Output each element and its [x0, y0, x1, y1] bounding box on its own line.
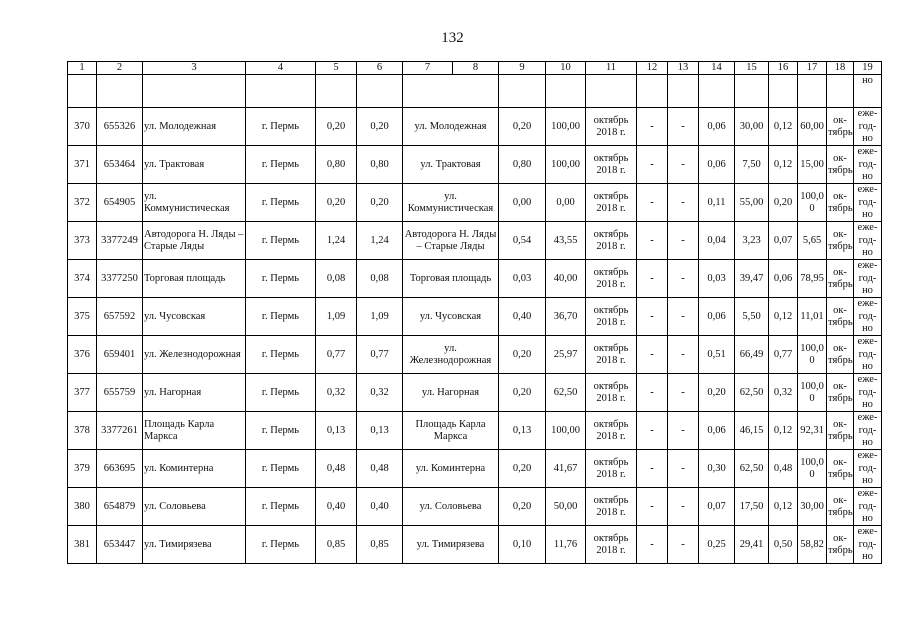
row-number: 374	[68, 260, 97, 298]
value-col15: 5,50	[735, 298, 769, 336]
value-col15: 17,50	[735, 488, 769, 526]
frequency-col19: еже-год-но	[854, 184, 882, 222]
month-col18: ок-тябрь	[827, 146, 854, 184]
frequency-col19: еже-год-но	[854, 222, 882, 260]
value-col6: 0,80	[357, 146, 403, 184]
road-name: ул. Тимирязева	[143, 526, 246, 564]
dash-col12: -	[637, 298, 668, 336]
row-number: 372	[68, 184, 97, 222]
empty-cell	[357, 75, 403, 108]
value-col15: 46,15	[735, 412, 769, 450]
value-col15: 3,23	[735, 222, 769, 260]
row-number: 379	[68, 450, 97, 488]
frequency-col19: еже-год-но	[854, 298, 882, 336]
column-number: 9	[499, 62, 546, 75]
value-col15: 62,50	[735, 374, 769, 412]
dash-col13: -	[668, 336, 699, 374]
value-col10: 100,00	[546, 412, 586, 450]
value-col5: 0,85	[316, 526, 357, 564]
dash-col13: -	[668, 184, 699, 222]
dash-col13: -	[668, 412, 699, 450]
value-col16: 0,12	[769, 412, 798, 450]
month-col18: ок-тябрь	[827, 184, 854, 222]
value-col17: 78,95	[798, 260, 827, 298]
value-col6: 0,13	[357, 412, 403, 450]
value-col9: 0,20	[499, 108, 546, 146]
frequency-col19: еже-год-но	[854, 450, 882, 488]
road-name-repeat: Площадь Карла Маркса	[403, 412, 499, 450]
value-col17: 100,0 0	[798, 450, 827, 488]
object-id: 659401	[97, 336, 143, 374]
value-col17: 11,01	[798, 298, 827, 336]
table-row	[68, 526, 882, 564]
column-number: 17	[798, 62, 827, 75]
column-number: 3	[143, 62, 246, 75]
value-col5: 0,48	[316, 450, 357, 488]
value-col10: 43,55	[546, 222, 586, 260]
date-col11: октябрь 2018 г.	[586, 488, 637, 526]
date-col11: октябрь 2018 г.	[586, 222, 637, 260]
road-name-repeat: ул. Нагорная	[403, 374, 499, 412]
city: г. Пермь	[246, 450, 316, 488]
value-col6: 0,08	[357, 260, 403, 298]
road-name-repeat: Торговая площадь	[403, 260, 499, 298]
continued-row	[68, 75, 882, 108]
column-number: 19	[854, 62, 882, 75]
continued-text: но	[854, 75, 882, 108]
value-col16: 0,12	[769, 108, 798, 146]
value-col14: 0,06	[699, 298, 735, 336]
column-number: 4	[246, 62, 316, 75]
data-table	[67, 61, 882, 564]
road-name: ул. Трактовая	[143, 146, 246, 184]
dash-col12: -	[637, 108, 668, 146]
value-col5: 0,20	[316, 108, 357, 146]
road-name: Автодорога Н. Ляды – Старые Ляды	[143, 222, 246, 260]
date-col11: октябрь 2018 г.	[586, 108, 637, 146]
value-col6: 0,32	[357, 374, 403, 412]
date-col11: октябрь 2018 г.	[586, 374, 637, 412]
value-col6: 0,40	[357, 488, 403, 526]
frequency-col19: еже-год-но	[854, 526, 882, 564]
table-row	[68, 146, 882, 184]
frequency-col19: еже-год-но	[854, 412, 882, 450]
empty-cell	[798, 75, 827, 108]
value-col16: 0,32	[769, 374, 798, 412]
object-id: 654879	[97, 488, 143, 526]
city: г. Пермь	[246, 146, 316, 184]
table-row	[68, 336, 882, 374]
dash-col13: -	[668, 146, 699, 184]
row-number: 377	[68, 374, 97, 412]
value-col16: 0,77	[769, 336, 798, 374]
empty-cell	[403, 75, 499, 108]
value-col9: 0,20	[499, 488, 546, 526]
object-id: 657592	[97, 298, 143, 336]
frequency-col19: еже-год-но	[854, 260, 882, 298]
empty-cell	[499, 75, 546, 108]
value-col6: 0,20	[357, 108, 403, 146]
city: г. Пермь	[246, 222, 316, 260]
column-number: 6	[357, 62, 403, 75]
value-col17: 100,0 0	[798, 374, 827, 412]
page-number: 132	[441, 30, 464, 46]
dash-col12: -	[637, 450, 668, 488]
dash-col12: -	[637, 184, 668, 222]
value-col6: 1,24	[357, 222, 403, 260]
value-col16: 0,07	[769, 222, 798, 260]
date-col11: октябрь 2018 г.	[586, 336, 637, 374]
month-col18: ок-тябрь	[827, 412, 854, 450]
object-id: 3377250	[97, 260, 143, 298]
value-col14: 0,06	[699, 108, 735, 146]
value-col15: 62,50	[735, 450, 769, 488]
column-number: 11	[586, 62, 637, 75]
column-number: 18	[827, 62, 854, 75]
column-number-row	[68, 62, 882, 75]
value-col15: 29,41	[735, 526, 769, 564]
value-col9: 0,20	[499, 450, 546, 488]
dash-col13: -	[668, 222, 699, 260]
value-col10: 40,00	[546, 260, 586, 298]
dash-col12: -	[637, 146, 668, 184]
value-col10: 100,00	[546, 108, 586, 146]
value-col10: 62,50	[546, 374, 586, 412]
table-row	[68, 108, 882, 146]
table-row	[68, 260, 882, 298]
city: г. Пермь	[246, 260, 316, 298]
value-col6: 0,85	[357, 526, 403, 564]
column-number: 5	[316, 62, 357, 75]
value-col9: 0,10	[499, 526, 546, 564]
road-name: Площадь Карла Маркса	[143, 412, 246, 450]
value-col15: 7,50	[735, 146, 769, 184]
row-number: 370	[68, 108, 97, 146]
road-name: ул. Коммунистическая	[143, 184, 246, 222]
road-name-repeat: Автодорога Н. Ляды – Старые Ляды	[403, 222, 499, 260]
value-col17: 15,00	[798, 146, 827, 184]
frequency-col19: еже-год-но	[854, 336, 882, 374]
value-col10: 36,70	[546, 298, 586, 336]
road-name: ул. Соловьева	[143, 488, 246, 526]
value-col17: 100,0 0	[798, 336, 827, 374]
row-number: 381	[68, 526, 97, 564]
date-col11: октябрь 2018 г.	[586, 260, 637, 298]
road-name: Торговая площадь	[143, 260, 246, 298]
road-name-repeat: ул. Чусовская	[403, 298, 499, 336]
table-row	[68, 374, 882, 412]
value-col14: 0,03	[699, 260, 735, 298]
value-col15: 30,00	[735, 108, 769, 146]
month-col18: ок-тябрь	[827, 488, 854, 526]
date-col11: октябрь 2018 г.	[586, 412, 637, 450]
dash-col13: -	[668, 450, 699, 488]
empty-cell	[668, 75, 699, 108]
dash-col12: -	[637, 488, 668, 526]
date-col11: октябрь 2018 г.	[586, 184, 637, 222]
value-col9: 0,00	[499, 184, 546, 222]
month-col18: ок-тябрь	[827, 526, 854, 564]
value-col5: 1,24	[316, 222, 357, 260]
value-col16: 0,06	[769, 260, 798, 298]
row-number: 380	[68, 488, 97, 526]
value-col16: 0,12	[769, 298, 798, 336]
road-name-repeat: ул. Тимирязева	[403, 526, 499, 564]
row-number: 375	[68, 298, 97, 336]
object-id: 653464	[97, 146, 143, 184]
column-number: 12	[637, 62, 668, 75]
city: г. Пермь	[246, 526, 316, 564]
month-col18: ок-тябрь	[827, 298, 854, 336]
road-name: ул. Коминтерна	[143, 450, 246, 488]
object-id: 653447	[97, 526, 143, 564]
table-row	[68, 222, 882, 260]
column-number: 13	[668, 62, 699, 75]
column-number: 16	[769, 62, 798, 75]
road-name-repeat: ул. Коммунистическая	[403, 184, 499, 222]
row-number: 376	[68, 336, 97, 374]
dash-col13: -	[668, 488, 699, 526]
empty-cell	[769, 75, 798, 108]
value-col5: 0,32	[316, 374, 357, 412]
month-col18: ок-тябрь	[827, 260, 854, 298]
frequency-col19: еже-год-но	[854, 146, 882, 184]
value-col5: 0,40	[316, 488, 357, 526]
table-row	[68, 184, 882, 222]
date-col11: октябрь 2018 г.	[586, 146, 637, 184]
value-col14: 0,30	[699, 450, 735, 488]
empty-cell	[586, 75, 637, 108]
column-number: 8	[453, 62, 499, 75]
frequency-col19: еже-год-но	[854, 374, 882, 412]
road-name-repeat: ул. Коминтерна	[403, 450, 499, 488]
object-id: 655326	[97, 108, 143, 146]
month-col18: ок-тябрь	[827, 450, 854, 488]
empty-cell	[735, 75, 769, 108]
empty-cell	[246, 75, 316, 108]
dash-col12: -	[637, 260, 668, 298]
value-col5: 0,13	[316, 412, 357, 450]
value-col9: 0,54	[499, 222, 546, 260]
object-id: 3377249	[97, 222, 143, 260]
row-number: 371	[68, 146, 97, 184]
empty-cell	[316, 75, 357, 108]
value-col6: 0,77	[357, 336, 403, 374]
date-col11: октябрь 2018 г.	[586, 450, 637, 488]
value-col17: 100,0 0	[798, 184, 827, 222]
value-col17: 92,31	[798, 412, 827, 450]
value-col9: 0,80	[499, 146, 546, 184]
value-col16: 0,20	[769, 184, 798, 222]
date-col11: октябрь 2018 г.	[586, 526, 637, 564]
value-col6: 0,48	[357, 450, 403, 488]
dash-col12: -	[637, 526, 668, 564]
value-col9: 0,40	[499, 298, 546, 336]
dash-col12: -	[637, 412, 668, 450]
row-number: 378	[68, 412, 97, 450]
empty-cell	[546, 75, 586, 108]
value-col17: 5,65	[798, 222, 827, 260]
road-name: ул. Нагорная	[143, 374, 246, 412]
empty-cell	[827, 75, 854, 108]
value-col15: 39,47	[735, 260, 769, 298]
value-col17: 30,00	[798, 488, 827, 526]
empty-cell	[97, 75, 143, 108]
value-col14: 0,07	[699, 488, 735, 526]
row-number: 373	[68, 222, 97, 260]
value-col10: 0,00	[546, 184, 586, 222]
dash-col12: -	[637, 336, 668, 374]
value-col14: 0,20	[699, 374, 735, 412]
column-number: 7	[403, 62, 453, 75]
value-col14: 0,51	[699, 336, 735, 374]
road-name-repeat: ул. Соловьева	[403, 488, 499, 526]
month-col18: ок-тябрь	[827, 108, 854, 146]
date-col11: октябрь 2018 г.	[586, 298, 637, 336]
frequency-col19: еже-год-но	[854, 108, 882, 146]
value-col6: 0,20	[357, 184, 403, 222]
value-col14: 0,25	[699, 526, 735, 564]
value-col9: 0,20	[499, 374, 546, 412]
road-name: ул. Молодежная	[143, 108, 246, 146]
city: г. Пермь	[246, 412, 316, 450]
value-col16: 0,12	[769, 146, 798, 184]
table-row	[68, 488, 882, 526]
value-col9: 0,13	[499, 412, 546, 450]
object-id: 663695	[97, 450, 143, 488]
object-id: 655759	[97, 374, 143, 412]
value-col16: 0,12	[769, 488, 798, 526]
empty-cell	[68, 75, 97, 108]
frequency-col19: еже-год-но	[854, 488, 882, 526]
value-col16: 0,50	[769, 526, 798, 564]
column-number: 1	[68, 62, 97, 75]
value-col9: 0,20	[499, 336, 546, 374]
column-number: 14	[699, 62, 735, 75]
dash-col13: -	[668, 298, 699, 336]
road-name: ул. Железнодорожная	[143, 336, 246, 374]
value-col14: 0,11	[699, 184, 735, 222]
value-col10: 100,00	[546, 146, 586, 184]
dash-col13: -	[668, 374, 699, 412]
table-row	[68, 450, 882, 488]
value-col5: 0,08	[316, 260, 357, 298]
dash-col12: -	[637, 222, 668, 260]
object-id: 3377261	[97, 412, 143, 450]
value-col17: 58,82	[798, 526, 827, 564]
value-col5: 0,20	[316, 184, 357, 222]
month-col18: ок-тябрь	[827, 374, 854, 412]
road-name-repeat: ул. Молодежная	[403, 108, 499, 146]
road-name-repeat: ул. Железнодорожная	[403, 336, 499, 374]
column-number: 15	[735, 62, 769, 75]
object-id: 654905	[97, 184, 143, 222]
value-col6: 1,09	[357, 298, 403, 336]
column-number: 2	[97, 62, 143, 75]
month-col18: ок-тябрь	[827, 336, 854, 374]
city: г. Пермь	[246, 184, 316, 222]
dash-col13: -	[668, 108, 699, 146]
value-col10: 41,67	[546, 450, 586, 488]
value-col10: 25,97	[546, 336, 586, 374]
value-col15: 55,00	[735, 184, 769, 222]
value-col16: 0,48	[769, 450, 798, 488]
city: г. Пермь	[246, 298, 316, 336]
column-number: 10	[546, 62, 586, 75]
city: г. Пермь	[246, 374, 316, 412]
city: г. Пермь	[246, 488, 316, 526]
city: г. Пермь	[246, 336, 316, 374]
value-col15: 66,49	[735, 336, 769, 374]
empty-cell	[637, 75, 668, 108]
road-name: ул. Чусовская	[143, 298, 246, 336]
value-col10: 11,76	[546, 526, 586, 564]
dash-col12: -	[637, 374, 668, 412]
value-col17: 60,00	[798, 108, 827, 146]
table-row	[68, 298, 882, 336]
value-col14: 0,04	[699, 222, 735, 260]
empty-cell	[143, 75, 246, 108]
month-col18: ок-тябрь	[827, 222, 854, 260]
value-col14: 0,06	[699, 146, 735, 184]
empty-cell	[699, 75, 735, 108]
city: г. Пермь	[246, 108, 316, 146]
dash-col13: -	[668, 260, 699, 298]
value-col9: 0,03	[499, 260, 546, 298]
value-col5: 0,80	[316, 146, 357, 184]
road-name-repeat: ул. Трактовая	[403, 146, 499, 184]
table-row	[68, 412, 882, 450]
value-col5: 0,77	[316, 336, 357, 374]
value-col10: 50,00	[546, 488, 586, 526]
dash-col13: -	[668, 526, 699, 564]
value-col14: 0,06	[699, 412, 735, 450]
value-col5: 1,09	[316, 298, 357, 336]
